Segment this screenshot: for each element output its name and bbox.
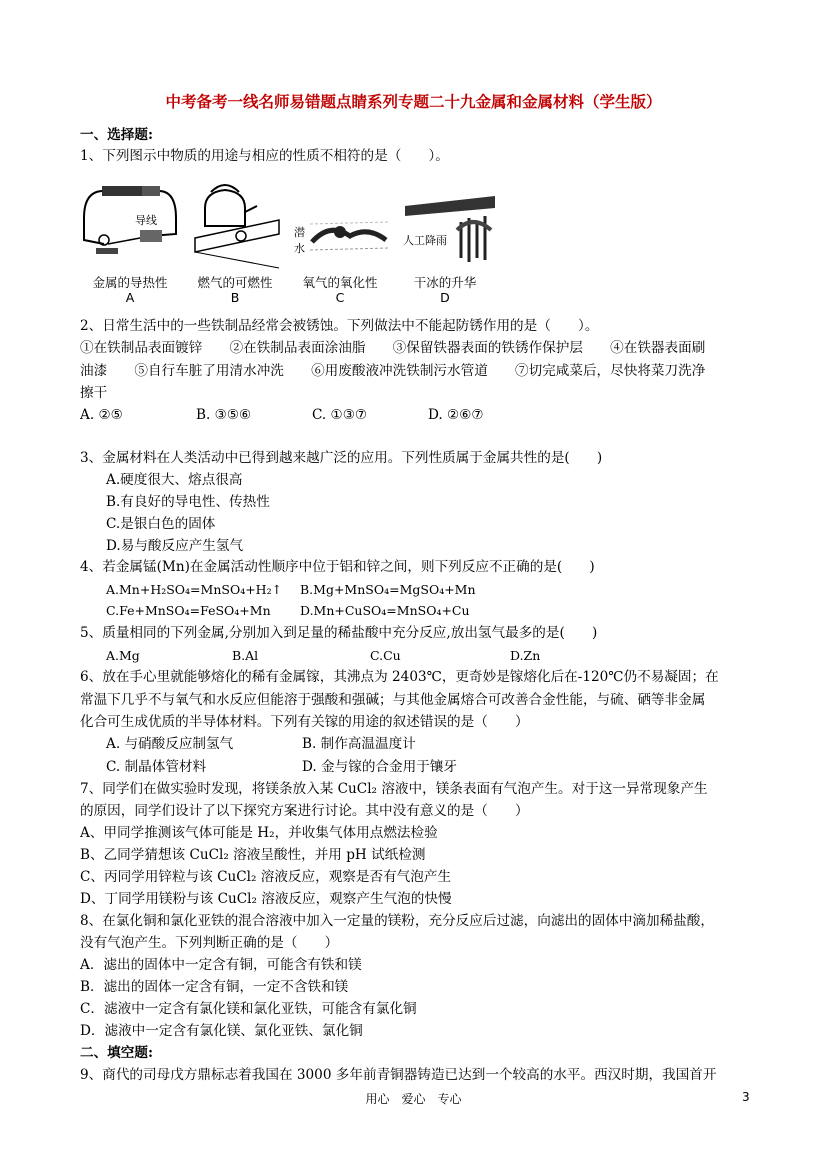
- q2-option-b: B. ③⑤⑥: [196, 407, 252, 423]
- question-3-stem: 3、金属材料在人类活动中已得到越来越广泛的应用。下列性质属于金属共性的是( ): [80, 450, 603, 466]
- figure-c: [290, 178, 390, 306]
- question-9-line1: 9、商代的司母戊方鼎标志着我国在 3000 多年前青铜器铸造已达到一个较高的水平。西汉时期，我国首开: [80, 1067, 717, 1083]
- figure-c-caption: 氧气的氧化性: [302, 275, 378, 290]
- q3-option-d: D.易与酸反应产生氢气: [106, 538, 244, 554]
- svg-text:潜: 潜: [294, 226, 305, 239]
- question-2-stem: 2、日常生活中的一些铁制品经常会被锈蚀。下列做法中不能起防锈作用的是（ ）。: [80, 318, 599, 334]
- q8-option-c: C．滤液中一定含有氯化镁和氯化亚铁，可能含有氯化铜: [80, 1001, 417, 1017]
- q2-option-a: A. ②⑤: [80, 407, 123, 423]
- q5-option-c: C.Cu: [370, 648, 401, 663]
- figure-d-letter: D: [440, 290, 450, 305]
- svg-text:水: 水: [294, 242, 305, 255]
- section-heading-fill: 二、填空题:: [80, 1045, 153, 1061]
- q6-option-c: C. 制晶体管材料: [106, 759, 207, 775]
- figure-b: [185, 178, 285, 306]
- page-number: 3: [742, 1090, 750, 1104]
- section-heading-choice: 一、选择题:: [80, 127, 153, 143]
- q6-option-a: A. 与硝酸反应制氢气: [106, 736, 234, 752]
- q6-option-d: D. 金与镓的合金用于镶牙: [302, 759, 457, 775]
- question-2-line4: 擦干: [80, 385, 108, 401]
- figure-d-label: 人工降雨: [403, 234, 447, 247]
- figure-b-caption: 燃气的可燃性: [197, 275, 273, 290]
- q4-option-c: C.Fe+MnSO₄=FeSO₄+Mn: [106, 603, 271, 618]
- figure-a-caption: 金属的导热性: [92, 275, 168, 290]
- q8-option-b: B．滤出的固体一定含有铜，一定不含铁和镁: [80, 979, 349, 995]
- question-1-figures: [80, 178, 520, 306]
- q7-option-b: B、乙同学猜想该 CuCl₂ 溶液呈酸性，并用 pH 试纸检测: [80, 847, 426, 863]
- question-6-line1: 6、放在手心里就能够熔化的稀有金属镓，其沸点为 2403℃，更奇妙是镓熔化后在-120℃仍不易凝固；在: [80, 669, 719, 685]
- diver-icon: [290, 178, 390, 274]
- q6-options-row2: [106, 757, 778, 777]
- q7-option-c: C、丙同学用锌粒与该 CuCl₂ 溶液反应，观察是否有气泡产生: [80, 869, 452, 885]
- q7-option-a: A、甲同学推测该气体可能是 H₂，并收集气体用点燃法检验: [80, 825, 438, 841]
- q6-option-b: B. 制作高温温度计: [302, 736, 416, 752]
- question-8-line1: 8、在氯化铜和氯化亚铁的混合溶液中加入一定量的镁粉，充分反应后过滤，向滤出的固体中滴加稀盐酸，: [80, 913, 714, 929]
- q8-option-d: D．滤液中一定含有氯化镁、氯化亚铁、氯化铜: [80, 1023, 363, 1039]
- question-7-line1: 7、同学们在做实验时发现，将镁条放入某 CuCl₂ 溶液中，镁条表面有气泡产生。对于这一异常现象产生: [80, 781, 708, 797]
- figure-a-letter: A: [125, 290, 135, 305]
- figure-d-caption: 干冰的升华: [413, 275, 477, 290]
- question-8-line2: 没有气泡产生。下列判断正确的是（ ）: [80, 935, 339, 951]
- question-5-options: [106, 646, 778, 666]
- question-2-line3: 油漆 ⑤自行车脏了用清水冲洗 ⑥用废酸液冲洗铁制污水管道 ⑦切完咸菜后，尽快将菜刀洗净: [80, 363, 706, 379]
- document-title: 中考备考一线名师易错题点睛系列专题二十九金属和金属材料（学生版）: [165, 93, 662, 111]
- question-4-stem: 4、若金属锰(Mn)在金属活动性顺序中位于铝和锌之间，则下列反应不正确的是( ): [80, 559, 595, 575]
- figure-a: [80, 178, 180, 306]
- q3-option-a: A.硬度很大、熔点很高: [106, 472, 243, 488]
- circuit-illustration-icon: [80, 178, 180, 274]
- q4-option-d: D.Mn+CuSO₄=MnSO₄+Cu: [300, 603, 470, 618]
- q2-option-c: C. ①③⑦: [312, 407, 368, 423]
- artificial-rain-icon: [395, 178, 505, 274]
- q5-option-a: A.Mg: [106, 648, 140, 663]
- q7-option-d: D、丁同学用镁粉与该 CuCl₂ 溶液反应，观察产生气泡的快慢: [80, 891, 452, 907]
- question-5-stem: 5、质量相同的下列金属,分别加入到足量的稀盐酸中充分反应,放出氢气最多的是( ): [80, 625, 598, 641]
- q5-option-b: B.Al: [232, 648, 259, 663]
- figure-d: [395, 178, 495, 306]
- figure-a-label: 导线: [135, 214, 157, 227]
- question-6-line2: 常温下几乎不与氧气和水反应但能溶于强酸和强碱；与其他金属熔合可改善合金性能，与硫、硒等非金属: [80, 692, 706, 708]
- q2-option-d: D. ②⑥⑦: [428, 407, 484, 423]
- question-6-line3: 化合可生成优质的半导体材料。下列有关镓的用途的叙述错误的是（ ）: [80, 714, 529, 730]
- kettle-stove-icon: [185, 178, 285, 274]
- question-2-options: [80, 405, 752, 425]
- q6-options-row1: [106, 734, 778, 754]
- q5-option-d: D.Zn: [510, 648, 541, 663]
- q4-option-a: A.Mn+H₂SO₄=MnSO₄+H₂↑: [106, 582, 283, 597]
- figure-b-letter: B: [230, 290, 240, 305]
- q8-option-a: A．滤出的固体中一定含有铜，可能含有铁和镁: [80, 957, 362, 973]
- q4-options-row2: [106, 601, 778, 621]
- figure-c-letter: C: [335, 290, 345, 305]
- q4-options-row1: [106, 580, 778, 600]
- question-7-line2: 的原因，同学们设计了以下探究方案进行讨论。其中没有意义的是（ ）: [80, 803, 529, 819]
- question-2-line2: ①在铁制品表面镀锌 ②在铁制品表面涂油脂 ③保留铁器表面的铁锈作保护层 ④在铁器表面刷: [80, 340, 706, 356]
- q3-option-b: B.有良好的导电性、传热性: [106, 494, 270, 510]
- q3-option-c: C.是银白色的固体: [106, 516, 216, 532]
- question-1-stem: 1、下列图示中物质的用途与相应的性质不相符的是（ ）。: [80, 148, 449, 164]
- page-footer: 用心 爱心 专心: [365, 1092, 462, 1106]
- q4-option-b: B.Mg+MnSO₄=MgSO₄+Mn: [300, 582, 476, 597]
